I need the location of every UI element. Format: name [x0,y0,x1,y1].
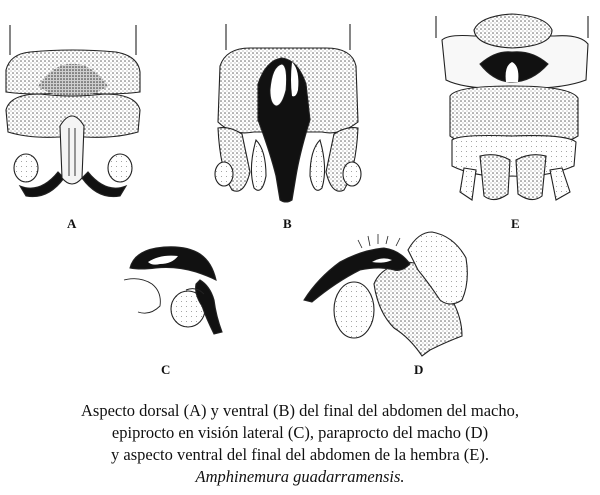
panel-e-cercus-right [550,168,570,200]
panel-label-d: D [414,362,424,377]
panel-e-subgenital-plate [474,14,552,48]
caption-line-1: Aspecto dorsal (A) y ventral (B) del final del abdomen del macho, [80,401,520,420]
panel-d-setae [358,234,400,248]
panel-b-inner-lobe-left [251,140,266,190]
caption-line-2: epiprocto en visión lateral (C), paraprocto del macho (D) [111,423,489,442]
panel-label-b: B [283,216,292,231]
caption-line-3: y aspecto ventral del final del abdomen de la hembra (E). [111,445,489,464]
panel-label-a: A [67,216,77,231]
panel-e-lobe-right [516,155,546,200]
panel-d-cercus [334,282,374,338]
panel-c-body-outline [124,279,160,313]
panel-d-drawing [304,232,467,356]
caption-species: Amphinemura guadarramensis. [195,467,405,486]
panel-b-inner-lobe-right [310,140,325,190]
panel-e-cercus-left [460,168,476,200]
panel-a-drawing [6,25,140,197]
panel-b-drawing [215,24,361,202]
panel-e-drawing [436,14,588,200]
panel-b-cercus-left [215,162,233,186]
panel-e-lobe-left [480,155,510,200]
panel-b-cercus-right [343,162,361,186]
panel-c-drawing [124,247,222,334]
panel-label-c: C [161,362,171,377]
panel-label-e: E [511,216,520,231]
panel-a-cercus-right [108,154,132,182]
figure-caption [0,400,600,488]
panel-a-cercus-left [14,154,38,182]
panel-a-epiproct [60,116,84,184]
panel-c-epiproct-upper [130,247,216,280]
